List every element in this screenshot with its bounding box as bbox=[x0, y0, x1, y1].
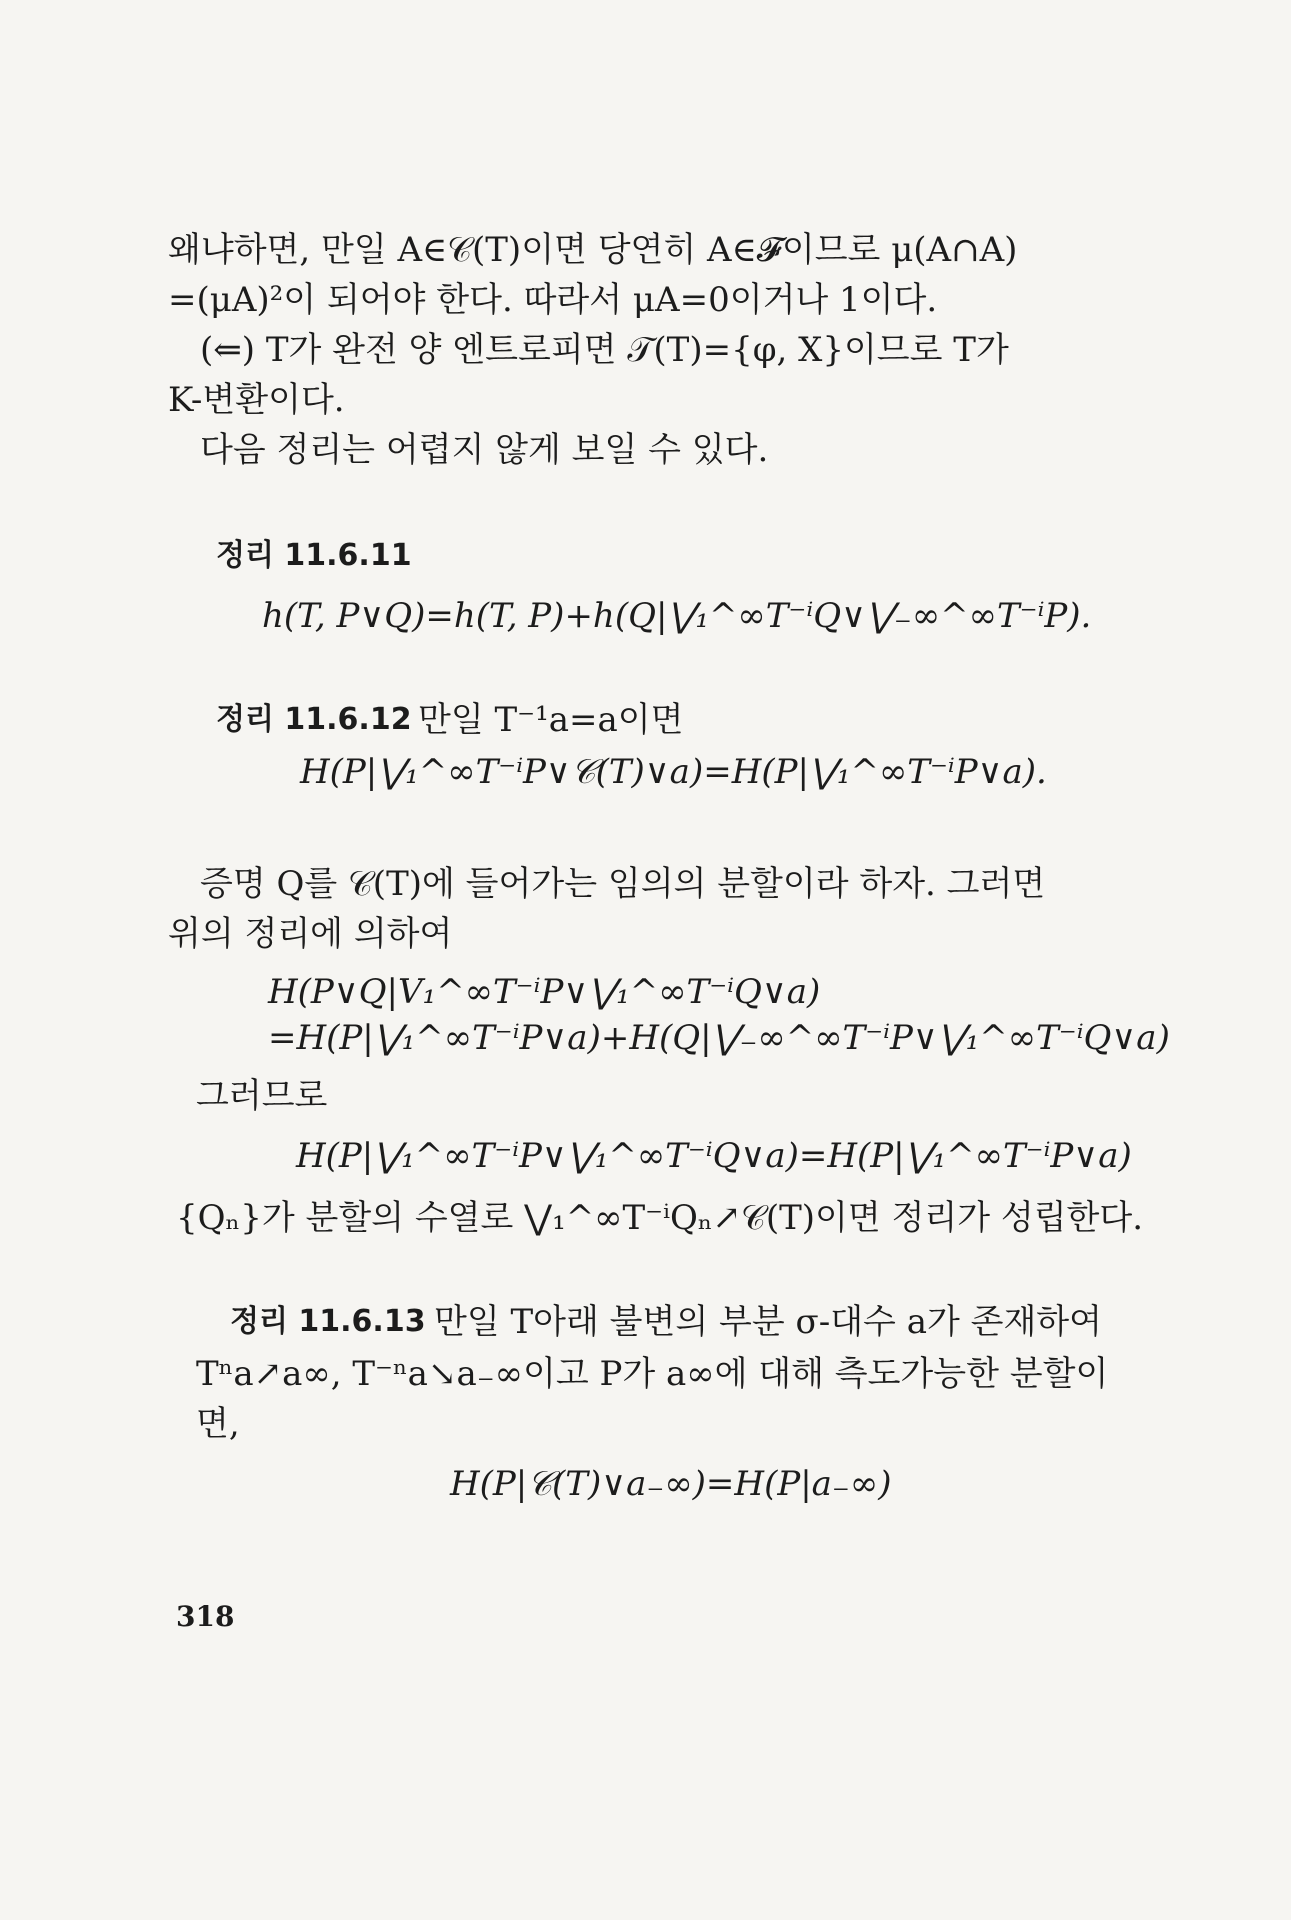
proof-conclusion: {Qₙ}가 분할의 수열로 ⋁₁^∞T⁻ⁱQₙ↗𝒞(T)이면 정리가 성립한다. bbox=[176, 1198, 1144, 1238]
proof-line1: 증명 Q를 𝒞(T)에 들어가는 임의의 분할이라 하자. 그러면 bbox=[200, 864, 1046, 904]
theorem-11-6-13-formula: H(P|𝒞(T)∨a₋∞)=H(P|a₋∞) bbox=[450, 1464, 892, 1504]
theorem-11-6-13-line2: Tⁿa↗a∞, T⁻ⁿa↘a₋∞이고 P가 a∞에 대해 측도가능한 분할이 bbox=[196, 1354, 1109, 1394]
paragraph2-line2: K-변환이다. bbox=[168, 380, 345, 420]
proof-formula2: =H(P|⋁₁^∞T⁻ⁱP∨a)+H(Q|⋁₋∞^∞T⁻ⁱP∨⋁₁^∞T⁻ⁱQ∨a) bbox=[268, 1018, 1170, 1058]
paragraph1-line1: 왜냐하면, 만일 A∈𝒞(T)이면 당연히 A∈𝓕이므로 μ(A∩A) bbox=[168, 230, 1018, 270]
theorem-11-6-12-label: 정리 11.6.12 bbox=[216, 702, 412, 737]
proof-line2: 위의 정리에 의하여 bbox=[168, 914, 453, 954]
theorem-11-6-12-statement: 만일 T⁻¹a=a이면 bbox=[418, 700, 684, 740]
theorem-11-6-13-label: 정리 11.6.13 bbox=[230, 1304, 426, 1339]
paragraph3: 다음 정리는 어렵지 않게 보일 수 있다. bbox=[200, 430, 769, 470]
theorem-11-6-11-formula: h(T, P∨Q)=h(T, P)+h(Q|⋁₁^∞T⁻ⁱQ∨⋁₋∞^∞T⁻ⁱP). bbox=[262, 596, 1092, 636]
theorem-11-6-13-line3: 면, bbox=[196, 1404, 240, 1444]
proof-therefore: 그러므로 bbox=[196, 1076, 328, 1116]
proof-formula3: H(P|⋁₁^∞T⁻ⁱP∨⋁₁^∞T⁻ⁱQ∨a)=H(P|⋁₁^∞T⁻ⁱP∨a) bbox=[296, 1136, 1132, 1176]
paragraph1-line2: =(μA)²이 되어야 한다. 따라서 μA=0이거나 1이다. bbox=[168, 280, 938, 320]
theorem-11-6-11-label: 정리 11.6.11 bbox=[216, 538, 412, 573]
theorem-11-6-13-line1: 만일 T아래 불변의 부분 σ-대수 a가 존재하여 bbox=[434, 1302, 1102, 1342]
page-number: 318 bbox=[176, 1600, 235, 1633]
theorem-11-6-12-formula: H(P|⋁₁^∞T⁻ⁱP∨𝒞(T)∨a)=H(P|⋁₁^∞T⁻ⁱP∨a). bbox=[300, 752, 1047, 792]
paragraph2-line1: (⇐) T가 완전 양 엔트로피면 𝒯(T)={φ, X}이므로 T가 bbox=[200, 330, 1009, 370]
proof-formula1: H(P∨Q|V₁^∞T⁻ⁱP∨⋁₁^∞T⁻ⁱQ∨a) bbox=[268, 972, 821, 1012]
